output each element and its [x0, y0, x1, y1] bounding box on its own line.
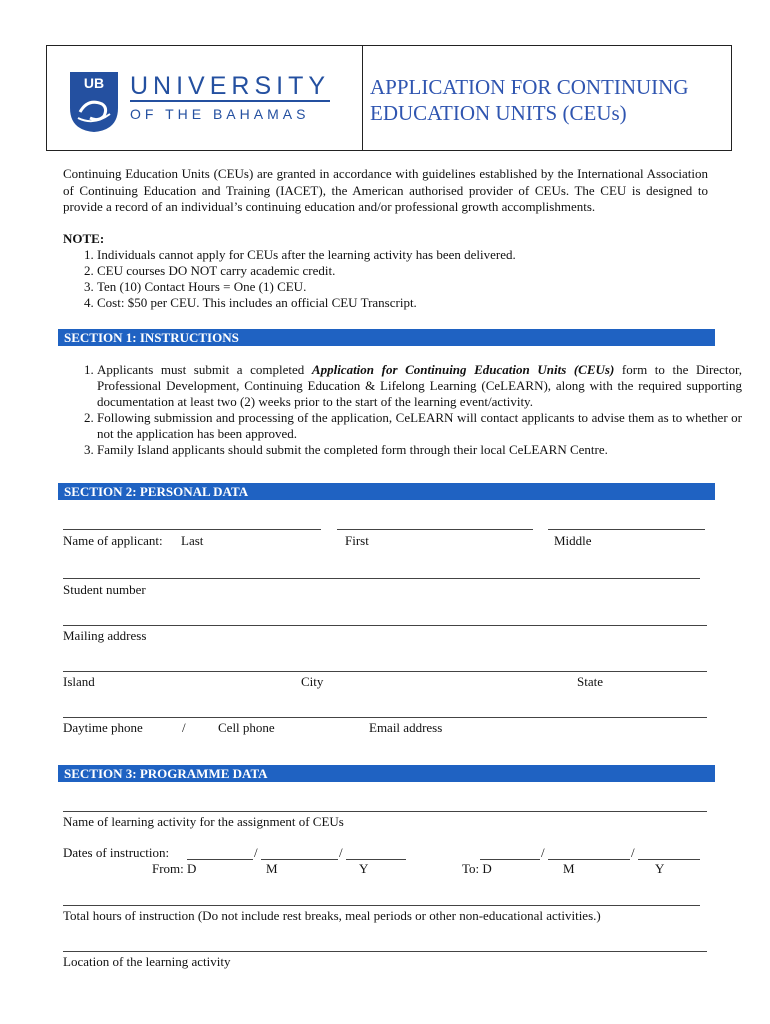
header-divider	[362, 45, 363, 151]
mailing-address-label: Mailing address	[63, 628, 147, 643]
note-item: 1. Individuals cannot apply for CEUs after the learning activity has been delivered.	[97, 247, 717, 263]
university-logo-icon	[68, 70, 120, 134]
from-day-label: From: D	[152, 861, 197, 876]
logo-mark-text: UB	[83, 75, 105, 91]
instruction-item: 2. Following submission and processing of the application, CeLEARN will contact applicants to advise them as to whether or not the application has been approved.	[97, 410, 742, 442]
phone-email-field[interactable]	[63, 717, 707, 718]
to-year-field[interactable]	[638, 859, 700, 860]
location-field[interactable]	[63, 951, 707, 952]
last-name-field[interactable]	[63, 529, 321, 530]
from-month-label: M	[266, 861, 278, 876]
island-label: Island	[63, 674, 95, 689]
name-of-applicant-label: Name of applicant:	[63, 533, 163, 548]
logo-of-the-bahamas: OF THE BAHAMAS	[130, 106, 310, 122]
note-item: 3. Ten (10) Contact Hours = One (1) CEU.	[97, 279, 717, 295]
from-day-field[interactable]	[187, 859, 253, 860]
note-heading: NOTE:	[63, 231, 105, 246]
first-name-field[interactable]	[337, 529, 533, 530]
student-number-label: Student number	[63, 582, 146, 597]
from-year-field[interactable]	[346, 859, 406, 860]
instruction-text: form to the Director, Professional Development, Continuing Education & Lifelong Learning (CeLEARN), along with the required supporting documentation at least two (2) weeks prior to the start of the learning event/activity.	[97, 362, 743, 409]
cell-phone-label: Cell phone	[218, 720, 275, 735]
form-title-line1: APPLICATION FOR CONTINUING	[370, 75, 689, 99]
instruction-item: 3. Family Island applicants should submit the completed form through their local CeLEARN Centre.	[97, 442, 742, 458]
activity-name-label: Name of learning activity for the assignment of CEUs	[63, 814, 344, 829]
to-month-label: M	[563, 861, 575, 876]
middle-label: Middle	[554, 533, 592, 548]
section-2-header: SECTION 2: PERSONAL DATA	[58, 483, 715, 500]
last-label: Last	[181, 533, 204, 548]
instruction-item	[97, 362, 742, 410]
middle-name-field[interactable]	[548, 529, 705, 530]
island-city-state-field[interactable]	[63, 671, 707, 672]
to-year-label: Y	[655, 861, 665, 876]
section-3-header: SECTION 3: PROGRAMME DATA	[58, 765, 715, 782]
total-hours-label: Total hours of instruction (Do not include rest breaks, meal periods or other non-educational activities.)	[63, 908, 601, 923]
intro-paragraph: Continuing Education Units (CEUs) are granted in accordance with guidelines established by the International Association of Continuing Education and Training (IACET), the American authorised provider of CEUs. The CEU is designed to provide a record of an individual’s continuing education and/or professional growth accomplishments.	[63, 166, 708, 214]
note-item: 4. Cost: $50 per CEU. This includes an official CEU Transcript.	[97, 295, 717, 311]
phone-separator: /	[182, 720, 186, 735]
from-year-label: Y	[359, 861, 369, 876]
dates-of-instruction-label: Dates of instruction:	[63, 845, 170, 860]
logo-rule	[130, 100, 330, 102]
activity-name-field[interactable]	[63, 811, 707, 812]
to-day-label: To: D	[462, 861, 492, 876]
date-separator: /	[339, 845, 343, 860]
note-list	[63, 247, 717, 311]
email-address-label: Email address	[369, 720, 443, 735]
date-separator: /	[541, 845, 545, 860]
form-title	[370, 74, 689, 126]
total-hours-field[interactable]	[63, 905, 700, 906]
instructions-list	[63, 362, 742, 458]
daytime-phone-label: Daytime phone	[63, 720, 143, 735]
date-separator: /	[631, 845, 635, 860]
to-month-field[interactable]	[548, 859, 630, 860]
mailing-address-field[interactable]	[63, 625, 707, 626]
date-separator: /	[254, 845, 258, 860]
instruction-text: Applicants must submit a completed	[97, 362, 312, 377]
section-1-header: SECTION 1: INSTRUCTIONS	[58, 329, 715, 346]
form-title-line2: EDUCATION UNITS (CEUs)	[370, 101, 627, 125]
to-day-field[interactable]	[480, 859, 540, 860]
logo-university: UNIVERSITY	[130, 72, 331, 100]
state-label: State	[577, 674, 603, 689]
student-number-field[interactable]	[63, 578, 700, 579]
city-label: City	[301, 674, 324, 689]
location-label: Location of the learning activity	[63, 954, 231, 969]
first-label: First	[345, 533, 369, 548]
form-name-emphasis: Application for Continuing Education Units (CEUs)	[311, 362, 615, 377]
note-item: 2. CEU courses DO NOT carry academic credit.	[97, 263, 717, 279]
from-month-field[interactable]	[261, 859, 338, 860]
